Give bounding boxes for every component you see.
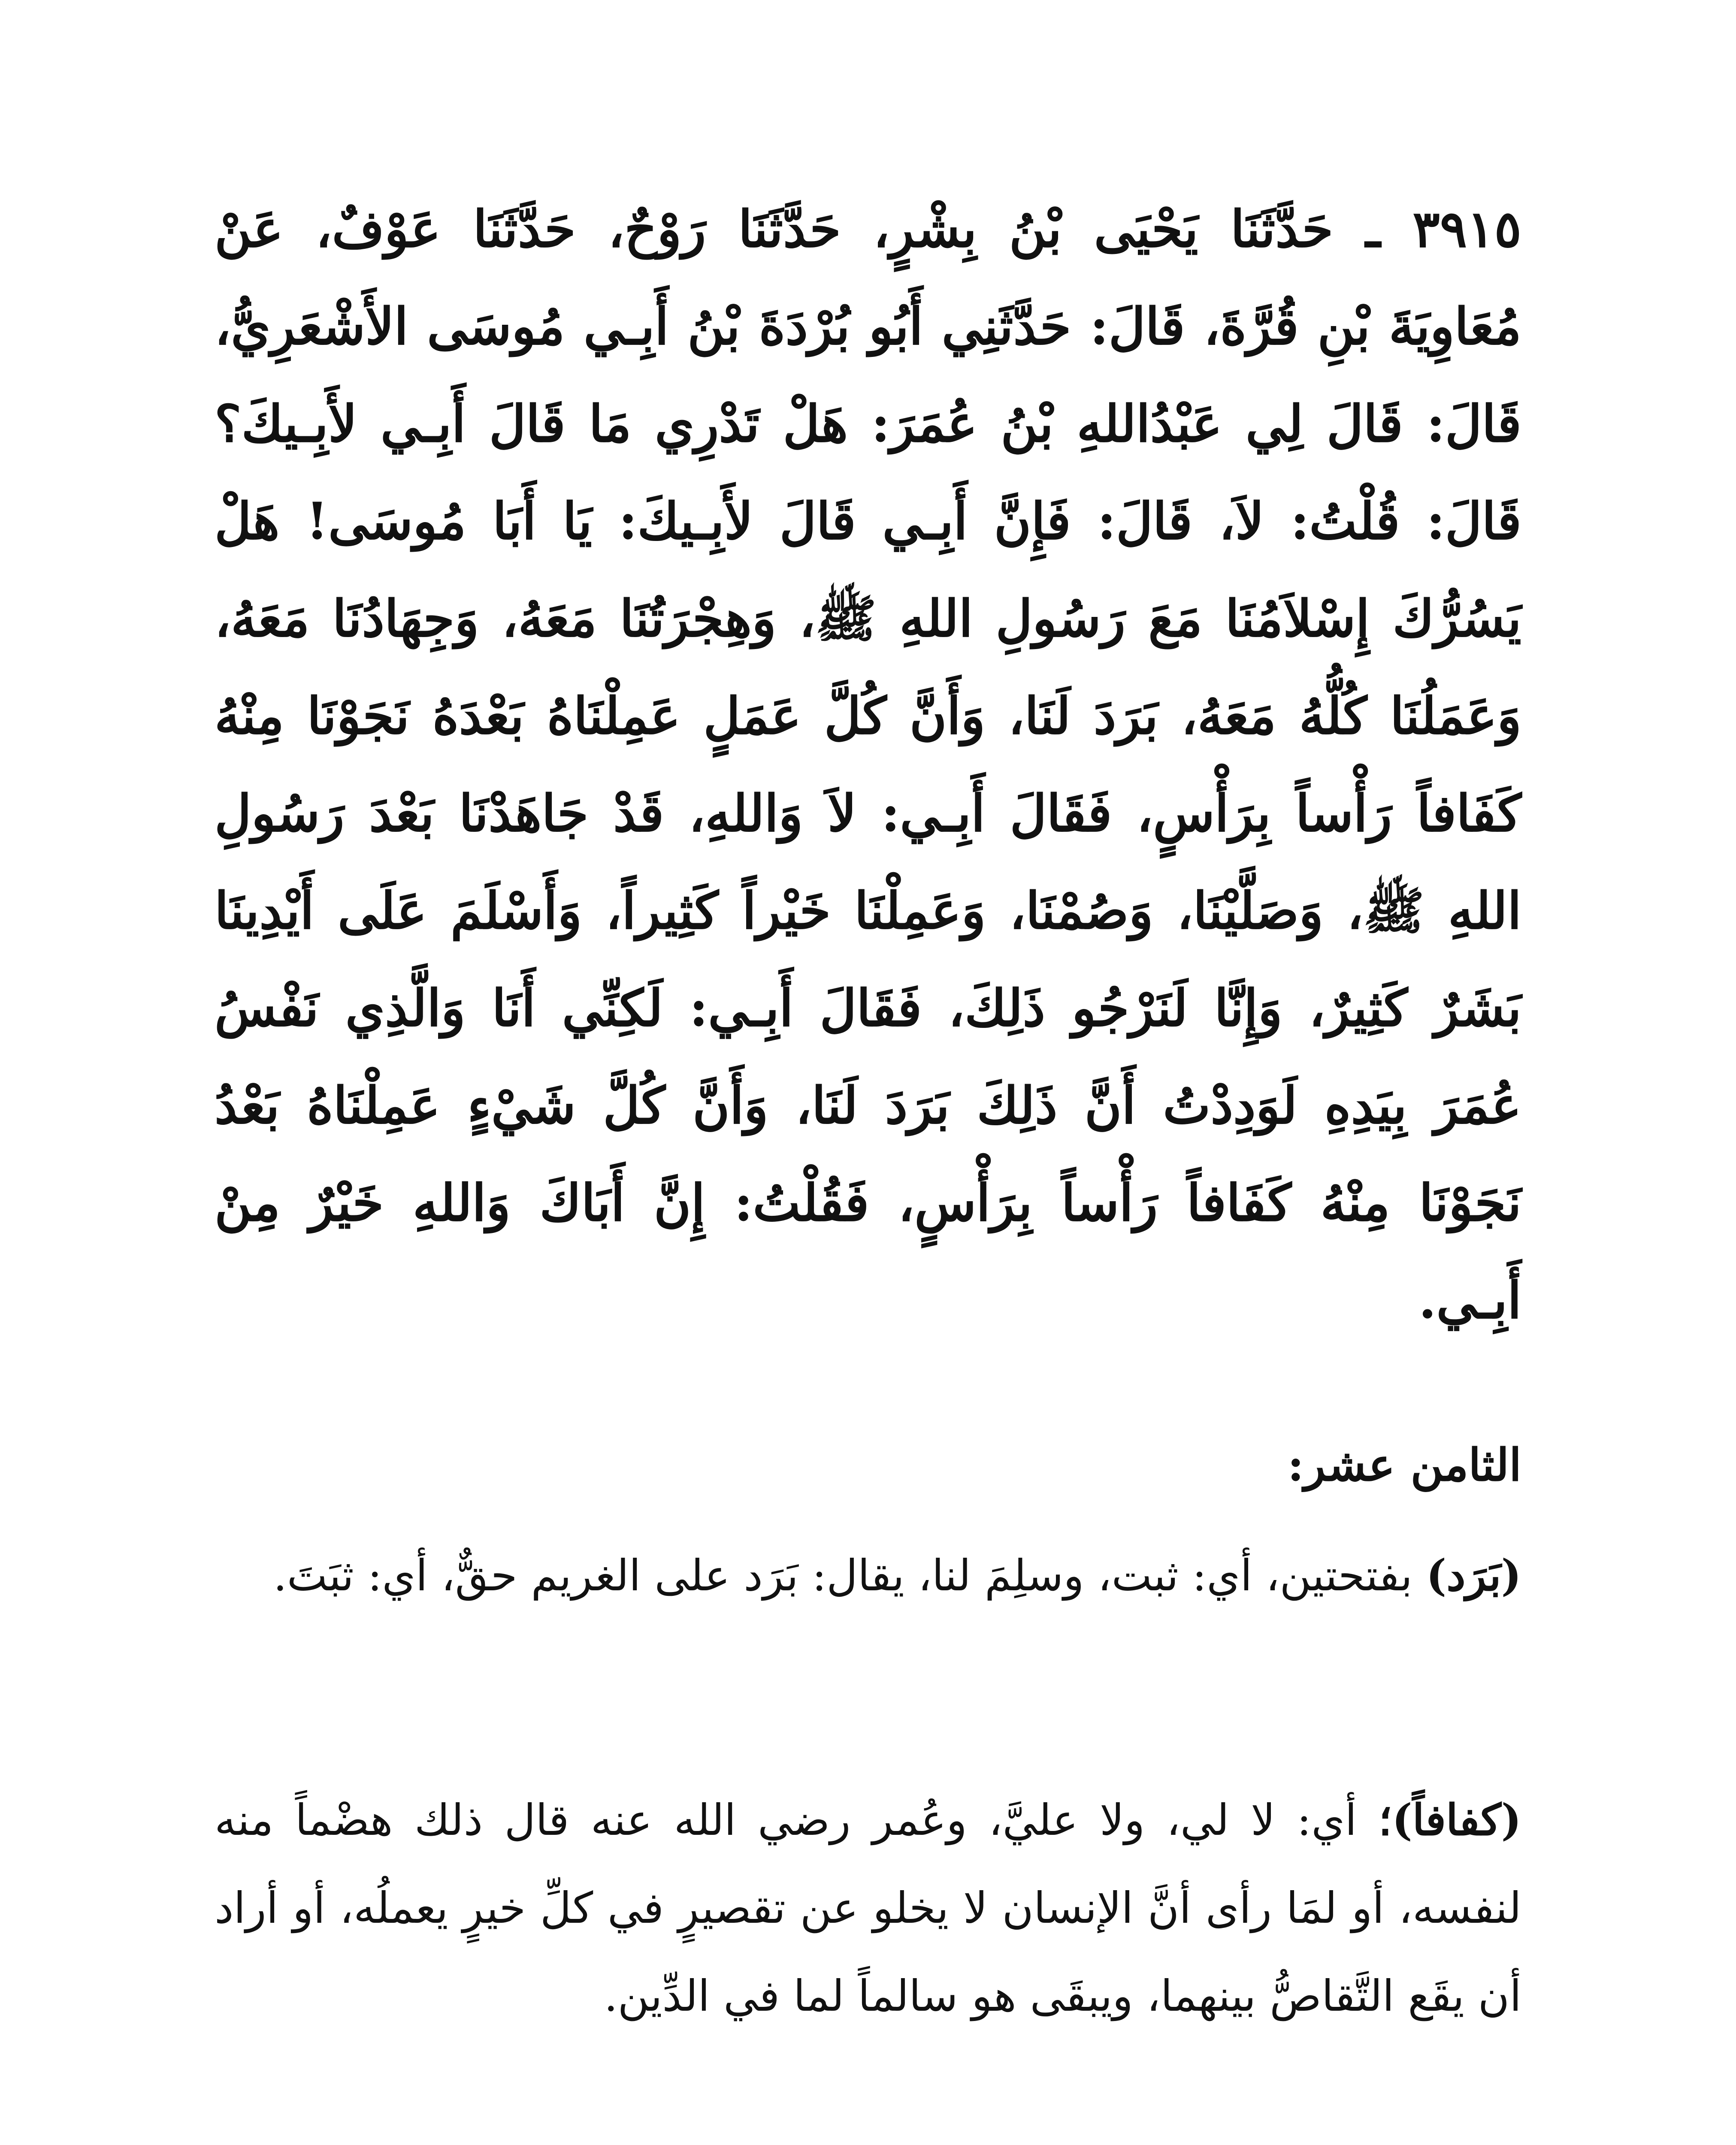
hadith-paragraph (215, 180, 1521, 1349)
commentary-paragraph (215, 1776, 1521, 2040)
commentary-term: (بَرَد) (1426, 1550, 1521, 1601)
commentary-text: بفتحتين، أي: ثبت، وسلِمَ لنا، يقال: بَرَد على الغريم حقٌّ، أي: ثبَتَ. (273, 1550, 1413, 1601)
commentary-text: أي: لا لي، ولا عليَّ، وعُمر رضي الله عنه قال ذلك هضْماً منه لنفسه، أو لمَا رأى أنَّ الإنسان لا يخلو عن تقصيرٍ في كلِّ خيرٍ يعملُه، أو أراد أن يقَع التَّقاصُّ بينهما، ويبقَى هو سالماً لما في الدِّين. (215, 1795, 1521, 2021)
commentary-paragraph (215, 1532, 1521, 1619)
hadith-dash: ـ (1333, 199, 1381, 259)
commentary-note-1 (215, 1532, 1521, 1619)
hadith-text: حَدَّثَنَا يَحْيَى بْنُ بِشْرٍ، حَدَّثَنَا رَوْحٌ، حَدَّثَنَا عَوْفٌ، عَنْ مُعَاوِيَةَ بْنِ قُرَّةَ، قَالَ: حَدَّثَنِي أَبُو بُرْدَةَ بْنُ أَبِـي مُوسَى الأَشْعَرِيُّ، قَالَ: قَالَ لِي عَبْدُاللهِ بْنُ عُمَرَ: هَلْ تَدْرِي مَا قَالَ أَبِـي لأَبِـيكَ؟ قَالَ: قُلْتُ: لاَ، قَالَ: فَإِنَّ أَبِـي قَالَ لأَبِـيكَ: يَا أَبَا مُوسَى! هَلْ يَسُرُّكَ إِسْلاَمُنَا مَعَ رَسُولِ اللهِ ﷺ، وَهِجْرَتُنَا مَعَهُ، وَجِهَادُنَا مَعَهُ، وَعَمَلُنَا كُلُّهُ مَعَهُ، بَرَدَ لَنَا، وَأَنَّ كُلَّ عَمَلٍ عَمِلْنَاهُ بَعْدَهُ نَجَوْنَا مِنْهُ كَفَافاً رَأْساً بِرَأْسٍ، فَقَالَ أَبِـي: لاَ وَاللهِ، قَدْ جَاهَدْنَا بَعْدَ رَسُولِ اللهِ ﷺ، وَصَلَّيْنَا، وَصُمْنَا، وَعَمِلْنَا خَيْراً كَثِيراً، وَأَسْلَمَ عَلَى أَيْدِينَا بَشَرٌ كَثِيرٌ، وَإِنَّا لَنَرْجُو ذَلِكَ، فَقَالَ أَبِـي: لَكِنِّي أَنَا وَالَّذِي نَفْسُ عُمَرَ بِيَدِهِ لَوَدِدْتُ أَنَّ ذَلِكَ بَرَدَ لَنَا، وَأَنَّ كُلَّ شَيْءٍ عَمِلْنَاهُ بَعْدُ نَجَوْنَا مِنْهُ كَفَافاً رَأْساً بِرَأْسٍ، فَقُلْتُ: إِنَّ أَبَاكَ وَاللهِ خَيْرٌ مِنْ أَبِـي. (215, 199, 1521, 1330)
commentary-note-2 (215, 1776, 1521, 2040)
commentary-term: (كفافاً)؛ (1378, 1795, 1521, 1845)
hadith-number: ٣٩١٥ (1412, 199, 1521, 259)
section-heading: الثامن عشر: (1287, 1438, 1521, 1491)
hadith-block (215, 180, 1521, 1349)
